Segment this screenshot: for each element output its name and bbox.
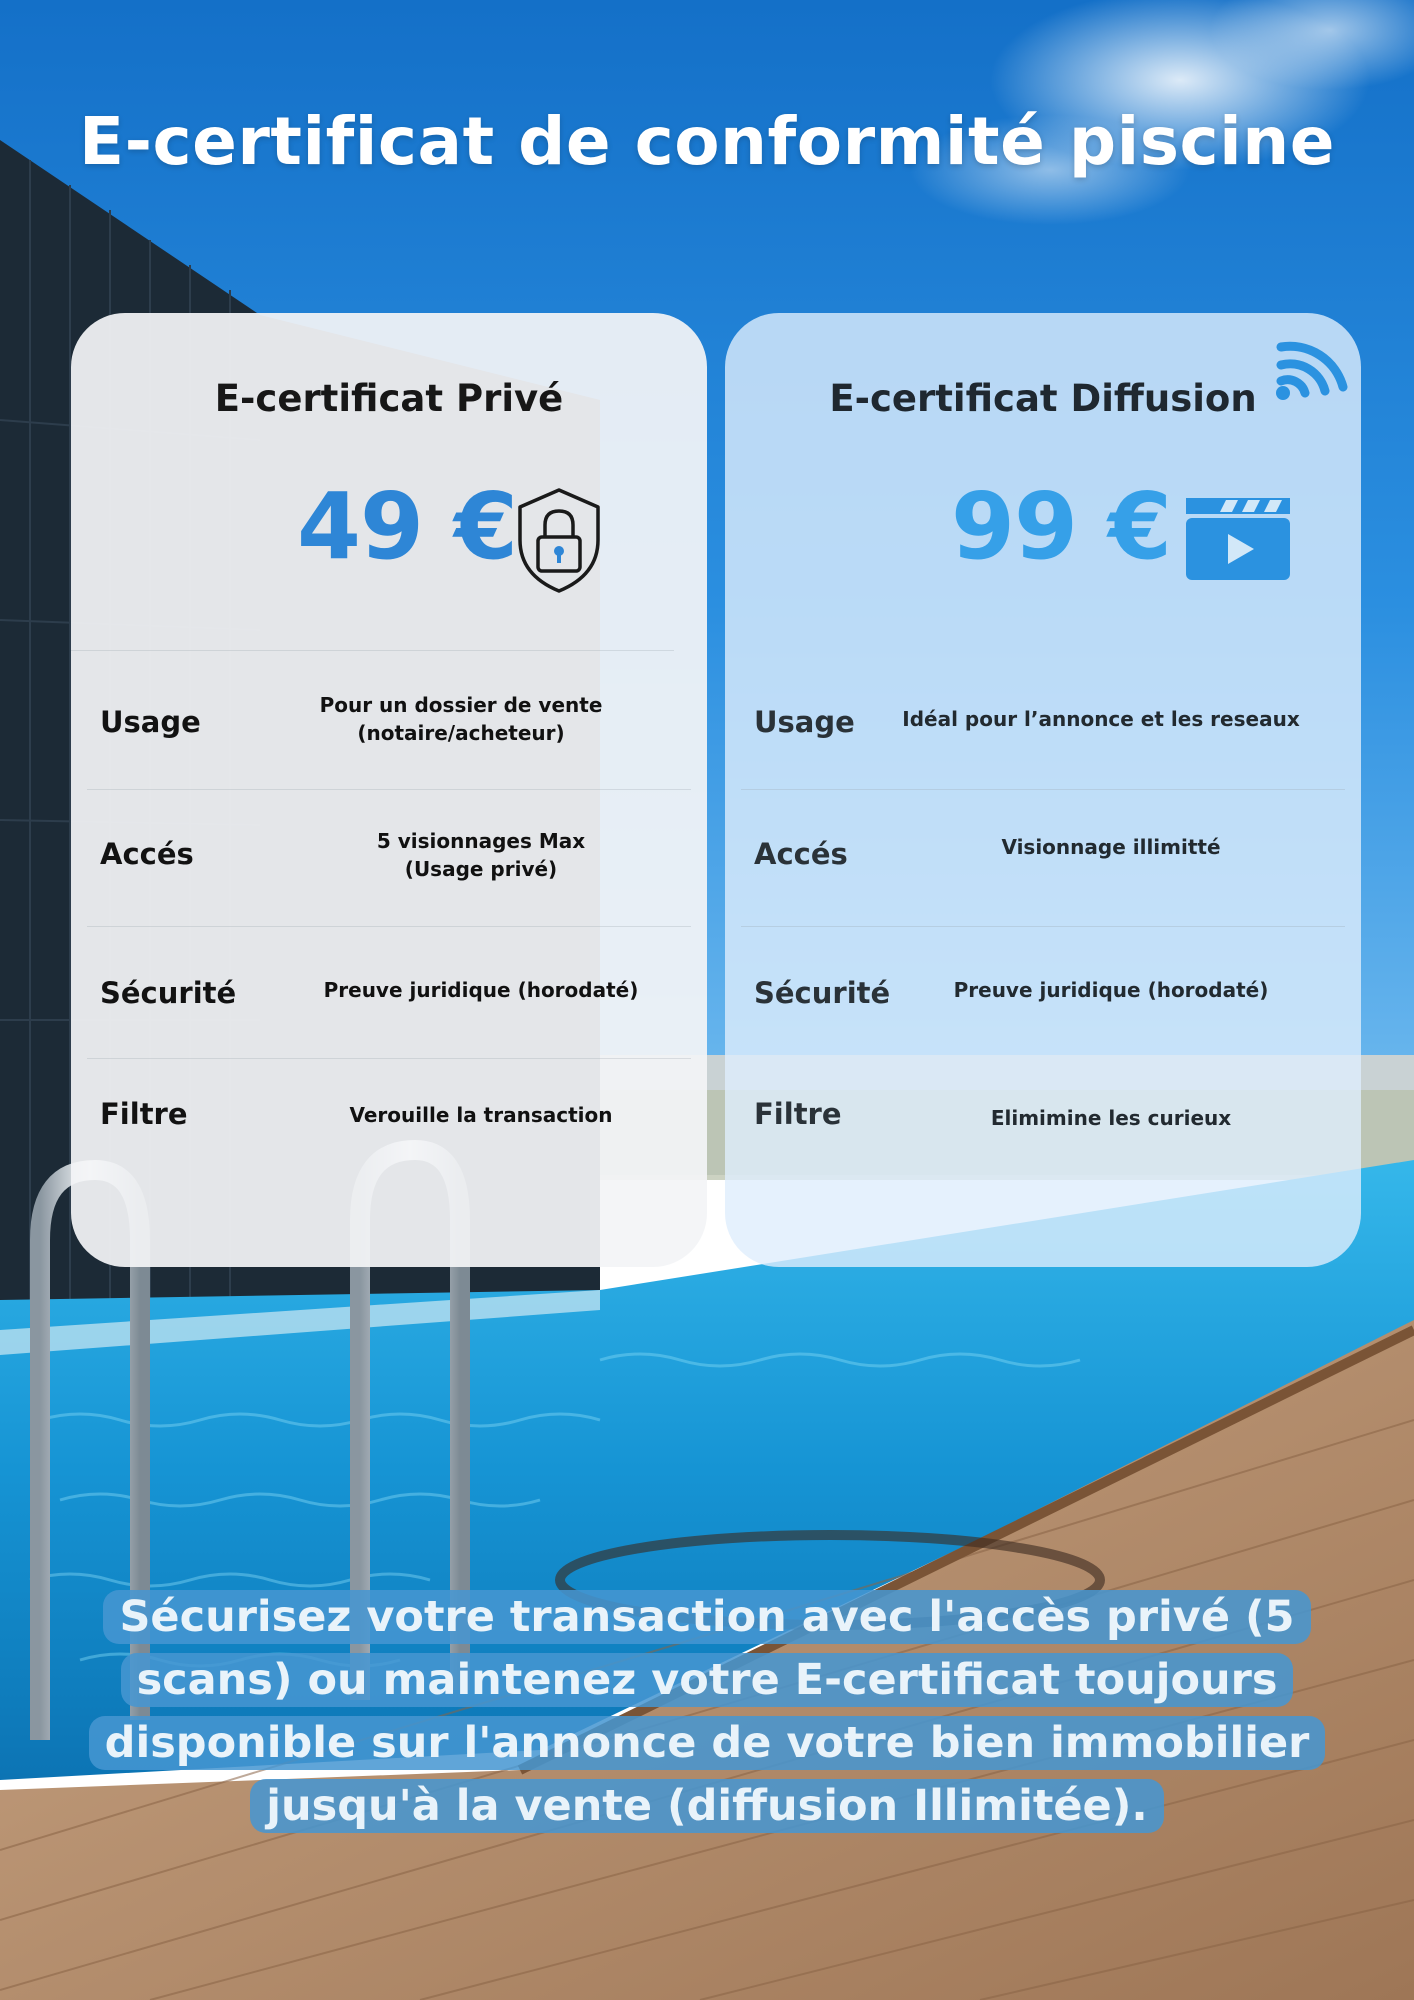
row-value-securite: Preuve juridique (horodaté) <box>323 978 639 1002</box>
row-value-securite: Preuve juridique (horodaté) <box>953 978 1269 1002</box>
row-label-usage: Usage <box>100 705 201 739</box>
card-private-price: 49 € <box>297 473 518 580</box>
row-value-acces: 5 visionnages Max (Usage privé) <box>376 829 586 881</box>
row-divider <box>87 926 691 927</box>
row-label-acces: Accés <box>754 837 848 871</box>
row-label-securite: Sécurité <box>100 976 237 1010</box>
row-divider <box>71 650 674 651</box>
row-value-acces: Visionnage illimitté <box>1001 835 1221 859</box>
card-diffusion <box>725 313 1361 1267</box>
row-label-filtre: Filtre <box>754 1097 842 1131</box>
row-divider <box>87 789 691 790</box>
row-divider <box>87 1058 691 1059</box>
page-title: E-certificat de conformité piscine <box>79 103 1335 180</box>
row-label-securite: Sécurité <box>754 976 891 1010</box>
video-clapper-icon <box>1186 498 1290 580</box>
row-value-usage: Idéal pour l’annonce et les reseaux <box>902 707 1300 731</box>
card-diffusion-price: 99 € <box>951 473 1172 580</box>
card-diffusion-title: E-certificat Diffusion <box>829 377 1257 420</box>
footer-message-text: Sécurisez votre transaction avec l'accès privé (5 scans) ou maintenez votre E-certificat toujours disponible sur l'annonce de votre bien immobilier jusqu'à la vente (diffusion Illimitée). <box>89 1590 1326 1833</box>
card-private <box>71 313 707 1267</box>
row-label-filtre: Filtre <box>100 1097 188 1131</box>
row-value-usage: Pour un dossier de vente (notaire/acheteur) <box>319 693 603 745</box>
padlock-shield-icon <box>514 485 604 595</box>
row-label-usage: Usage <box>754 705 855 739</box>
row-value-filtre: Elimimine les curieux <box>990 1106 1232 1130</box>
card-private-title: E-certificat Privé <box>214 377 564 420</box>
row-divider <box>741 789 1345 790</box>
row-divider <box>741 926 1345 927</box>
footer-message <box>60 1586 1354 1838</box>
row-label-acces: Accés <box>100 837 194 871</box>
row-value-filtre: Verouille la transaction <box>349 1103 613 1127</box>
